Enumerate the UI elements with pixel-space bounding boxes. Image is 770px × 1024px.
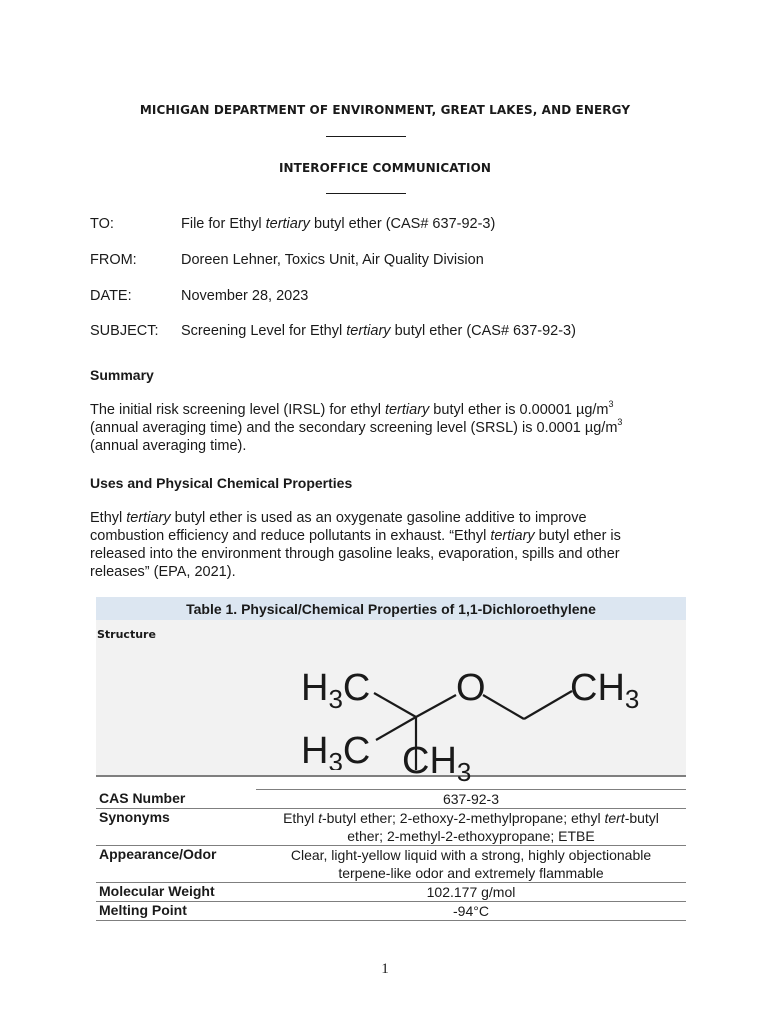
structure-ch3-bottom: $CH_3$ <box>402 740 472 787</box>
table-row <box>96 790 686 809</box>
row-label: CAS Number <box>96 790 256 809</box>
to-label: TO: <box>90 216 114 232</box>
uses-heading: Uses and Physical Chemical Properties <box>90 475 353 491</box>
summary-heading: Summary <box>90 367 154 383</box>
table-row <box>96 902 686 921</box>
properties-table-rows <box>96 790 686 921</box>
row-value: Clear, light-yellow liquid with a strong, highly objectionable terpene-like odor and extremely flammable <box>256 846 686 883</box>
structure-ch3-right: $CH_3$ <box>570 667 640 714</box>
row-label: Melting Point <box>96 902 256 921</box>
memo-type-underline <box>326 193 406 194</box>
table-row <box>96 776 686 777</box>
row-label: Molecular Weight <box>96 883 256 902</box>
row-label: Appearance/Odor <box>96 846 256 883</box>
row-label: Synonyms <box>96 809 256 846</box>
table-row <box>96 809 686 846</box>
row-value: Ethyl t-butyl ether; 2-ethoxy-2-methylpropane; ethyl tert-butyl ether; 2-methyl-2-ethoxypropane; ETBE <box>256 809 686 846</box>
structure-row <box>96 620 686 776</box>
memo-type-title: INTEROFFICE COMMUNICATION <box>278 161 492 175</box>
structure-h3c-middle: $H_3C$ <box>301 730 371 770</box>
row-value: 637-92-3 <box>256 790 686 809</box>
to-value: File for Ethyl tertiary butyl ether (CAS# 637-92-3) <box>181 216 496 232</box>
table-row <box>96 883 686 902</box>
structure-oxygen: O <box>456 667 486 709</box>
date-label: DATE: <box>90 288 132 304</box>
structure-h3c-top: $H_3C$ <box>301 667 371 714</box>
subject-value: Screening Level for Ethyl tertiary butyl ether (CAS# 637-92-3) <box>181 323 576 339</box>
summary-paragraph: The initial risk screening level (IRSL) for ethyl tertiary butyl ether is 0.00001 $\mu g/m^3$ (annual averaging time) and the secondary screening level (SRSL) is 0.0001 $\mu g/m^3$ (annual averaging time). <box>90 399 623 454</box>
table-caption: Table 1. Physical/Chemical Properties of 1,1-Dichloroethylene <box>96 597 686 620</box>
properties-table <box>96 597 686 777</box>
date-value: November 28, 2023 <box>181 288 309 304</box>
row-value: 102.177 g/mol <box>256 883 686 902</box>
from-value: Doreen Lehner, Toxics Unit, Air Quality Division <box>181 252 484 268</box>
page-number: 1 <box>381 961 389 977</box>
subject-label: SUBJECT: <box>90 323 159 339</box>
uses-paragraph: Ethyl tertiary butyl ether is used as an oxygenate gasoline additive to improve combustion efficiency and reduce pollutants in exhaust. “Ethyl tertiary butyl ether is released into the environment through gasoline leaks, evaporation, spills and other releases” (EPA, 2021). <box>90 510 621 580</box>
row-value: -94°C <box>256 902 686 921</box>
table-row <box>96 846 686 883</box>
from-label: FROM: <box>90 252 137 268</box>
structure-label: Structure <box>97 628 156 641</box>
title-underline <box>326 136 406 137</box>
department-title: MICHIGAN DEPARTMENT OF ENVIRONMENT, GREAT LAKES, AND ENERGY <box>139 103 631 117</box>
